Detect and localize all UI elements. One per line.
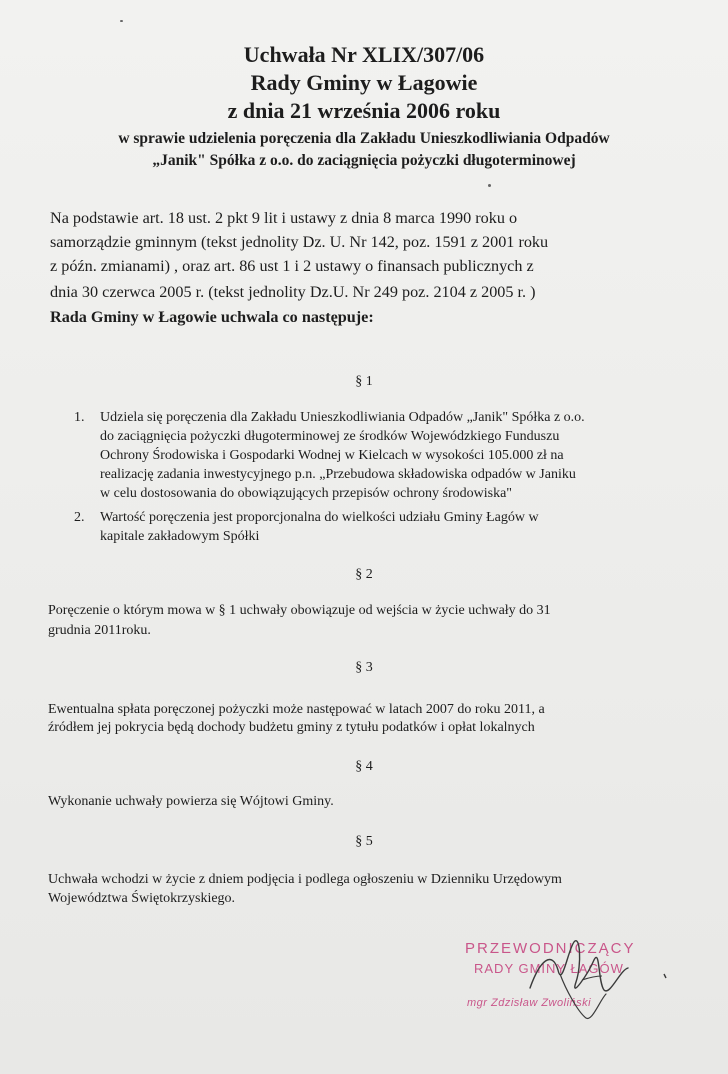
preamble-line-2: samorządzie gminnym (tekst jednolity Dz. U. Nr 142, poz. 1591 z 2001 roku xyxy=(50,233,549,251)
item-text-line: Ochrony Środowiska i Gospodarki Wodnej w Kielcach w wysokości 105.000 zł na xyxy=(100,448,564,463)
preamble-line-1: Na podstawie art. 18 ust. 2 pkt 9 lit i ustawy z dnia 8 marca 1990 roku o xyxy=(50,209,518,227)
preamble-decision: Rada Gminy w Łagowie uchwala co następuje: xyxy=(50,308,374,326)
item-number: 2. xyxy=(74,510,85,525)
item-number: 1. xyxy=(74,410,85,425)
item-text-line: realizację zadania inwestycyjnego p.n. „Przebudowa składowiska odpadów w Janiku xyxy=(100,467,576,482)
handwritten-signature xyxy=(470,930,670,1025)
stamp-council: RADY GMINY ŁAGÓW xyxy=(474,961,624,976)
section5-line-1: Uchwała wchodzi w życie z dniem podjęcia i podlega ogłoszeniu w Dzienniku Urzędowym xyxy=(48,872,562,887)
item-text-line: w celu dostosowania do obowiązujących przepisów ochrony środowiska" xyxy=(100,486,513,501)
section-heading-2: § 2 xyxy=(355,567,373,582)
preamble-line-3: z późn. zmianami) , oraz art. 86 ust 1 i 2 ustawy o finansach publicznych z xyxy=(50,257,534,275)
subject-line-2: „Janik" Spółka z o.o. do zaciągnięcia pożyczki długoterminowej xyxy=(152,152,576,169)
section2-line-2: grudnia 2011roku. xyxy=(48,623,151,638)
section3-line-2: źródłem jej pokrycia będą dochody budżetu gminy z tytułu podatków i opłat lokalnych xyxy=(48,720,535,735)
item-text-line: do zaciągnięcia pożyczki długoterminowej ze środków Wojewódzkiego Funduszu xyxy=(100,429,560,444)
section3-line-1: Ewentualna spłata poręczonej pożyczki może następować w latach 2007 do roku 2011, a xyxy=(48,702,545,717)
subject-line-1: w sprawie udzielenia poręczenia dla Zakładu Unieszkodliwiania Odpadów xyxy=(118,130,610,147)
section-heading-1: § 1 xyxy=(355,374,373,389)
section-heading-3: § 3 xyxy=(355,660,373,675)
council-name: Rady Gminy w Łagowie xyxy=(250,70,478,95)
scan-speck xyxy=(120,20,123,22)
stamp-chairman: PRZEWODNICZĄCY xyxy=(465,940,636,957)
item-text-line: kapitale zakładowym Spółki xyxy=(100,529,260,544)
resolution-number: Uchwała Nr XLIX/307/06 xyxy=(243,42,485,67)
stamp-name: mgr Zdzisław Zwoliński xyxy=(467,997,592,1009)
item-text-line: Udziela się poręczenia dla Zakładu Unieszkodliwiania Odpadów „Janik" Spółka z o.o. xyxy=(100,410,585,425)
section2-line-1: Poręczenie o którym mowa w § 1 uchwały obowiązuje od wejścia w życie uchwały do 31 xyxy=(48,603,551,618)
section-heading-4: § 4 xyxy=(355,759,373,774)
section-heading-5: § 5 xyxy=(355,834,373,849)
item-text-line: Wartość poręczenia jest proporcjonalna do wielkości udziału Gminy Łagów w xyxy=(100,510,539,525)
section5-line-2: Województwa Świętokrzyskiego. xyxy=(48,891,236,906)
preamble-line-4: dnia 30 czerwca 2005 r. (tekst jednolity Dz.U. Nr 249 poz. 2104 z 2005 r. ) xyxy=(50,283,536,301)
scan-speck xyxy=(488,184,491,187)
resolution-date: z dnia 21 września 2006 roku xyxy=(227,98,501,123)
section4-line-1: Wykonanie uchwały powierza się Wójtowi Gminy. xyxy=(48,794,334,809)
